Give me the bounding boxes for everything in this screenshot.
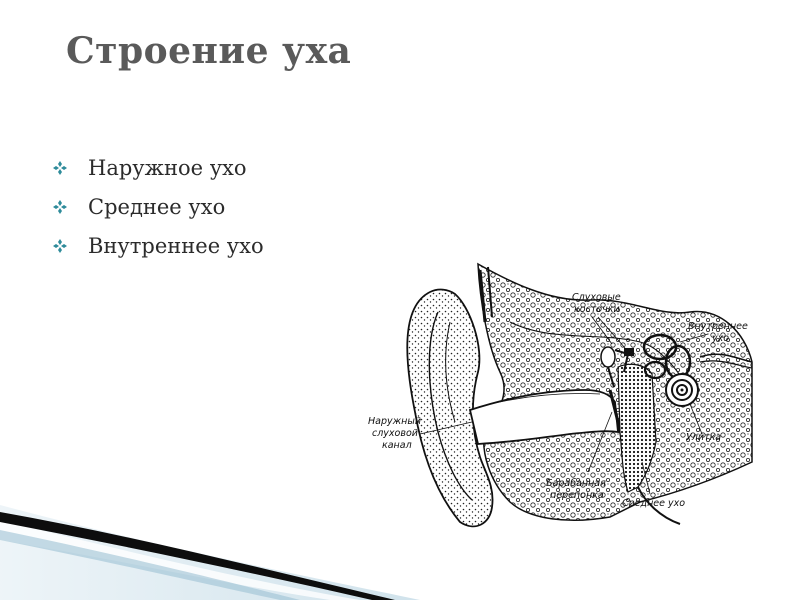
bullet-list: [52, 148, 264, 265]
label-inner-ear-1: Внутреннее: [688, 321, 748, 332]
bullet-item-middle-ear: [52, 187, 264, 226]
diamond-cluster-icon: [52, 199, 68, 215]
diamond-cluster-icon: [52, 238, 68, 254]
bullet-text: Среднее ухо: [88, 194, 226, 219]
cochlea: [666, 374, 698, 406]
label-cochlea: Улитка: [686, 432, 722, 443]
bullet-item-inner-ear: [52, 226, 264, 265]
label-ossicles-1: Слуховые: [572, 292, 621, 303]
label-inner-ear-2: ухо: [712, 333, 730, 344]
label-canal-1: Наружный: [368, 416, 422, 427]
slide-title: Строение уха: [66, 30, 352, 72]
label-canal-2: слуховой: [372, 428, 418, 439]
ear-anatomy-diagram: [360, 262, 760, 534]
bullet-item-outer-ear: [52, 148, 264, 187]
label-eardrum-2: перепонка: [550, 490, 604, 501]
label-middle-ear: Среднее ухо: [622, 498, 686, 509]
label-eardrum-1: Барабанная: [546, 478, 606, 489]
bullet-text: Наружное ухо: [88, 155, 247, 180]
diamond-cluster-icon: [52, 160, 68, 176]
bullet-text: Внутреннее ухо: [88, 233, 264, 258]
label-canal-3: канал: [382, 440, 412, 451]
label-ossicles-2: косточки: [574, 304, 620, 315]
